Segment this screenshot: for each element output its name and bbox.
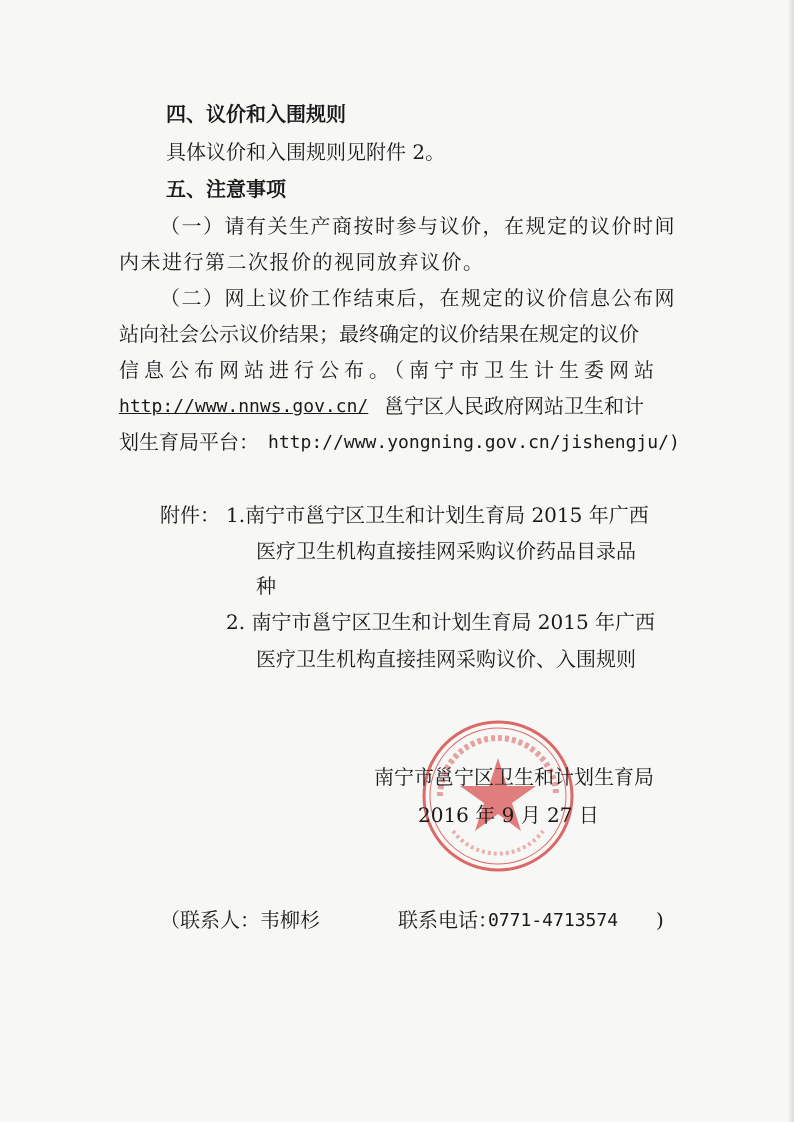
section-4-body: 具体议价和入围规则见附件 2。 [166,140,446,164]
contact-phone: 0771-4713574 [488,910,619,931]
item-2-line-5-prefix: 划生育局平台： [119,430,259,454]
attachment-1-line-1: 1.南宁市邕宁区卫生和计划生育局 2015 年广西 [226,503,649,527]
item-2-line-2: 站向社会公示议价结果；最终确定的议价结果在规定的议价 [119,322,639,346]
attachment-2-line-1: 2. 南宁市邕宁区卫生和计划生育局 2015 年广西 [226,610,656,634]
issuing-organization: 南宁市邕宁区卫生和计划生育局 [374,765,654,789]
section-4-heading: 四、议价和入围规则 [166,102,346,126]
section-5-heading: 五、注意事项 [166,177,286,201]
item-2-line-3: 信息公布网站进行公布。（南宁市卫生计生委网站 [119,358,659,382]
item-2-line-1: （二）网上议价工作结束后，在规定的议价信息公布网 [160,286,676,310]
item-1-line-1: （一）请有关生产商按时参与议价，在规定的议价时间 [160,214,676,238]
attachment-2-line-2: 医疗卫生机构直接挂网采购议价、入围规则 [256,647,636,671]
contact-close: ) [656,908,664,932]
item-1-line-2: 内未进行第二次报价的视同放弃议价。 [119,250,485,274]
contact-person: （联系人：韦柳杉 [160,908,320,932]
attachments-label: 附件： [160,503,220,527]
attachment-1-line-2: 医疗卫生机构直接挂网采购议价药品目录品 [256,539,636,563]
issue-date: 2016 年 9 月 27 日 [418,803,599,827]
contact-phone-label: 联系电话： [398,908,498,932]
attachment-1-line-3: 种 [256,574,276,598]
item-2-line-4: 邕宁区人民政府网站卫生和计 [384,394,644,418]
scan-edge [788,0,794,1122]
official-seal-icon [418,716,578,876]
yongning-link[interactable]: http://www.yongning.gov.cn/jishengju/) [268,432,680,453]
nnws-link[interactable]: http://www.nnws.gov.cn/ [119,396,369,417]
